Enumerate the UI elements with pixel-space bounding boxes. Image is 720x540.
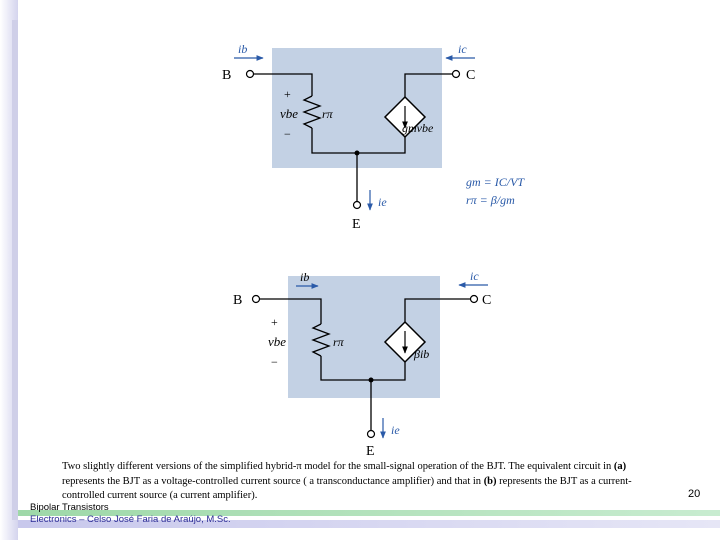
circuit-a bbox=[222, 42, 525, 232]
footer-course-title: Bipolar Transistors bbox=[30, 502, 109, 513]
caption-text-1: Two slightly different versions of the simplified hybrid-π model for the small-signal operation of the BJT. The equivalent circuit in bbox=[62, 461, 614, 472]
circuit-b-plus: + bbox=[271, 315, 278, 329]
circuit-a-ie-label: ie bbox=[378, 195, 387, 209]
circuit-b-node-b: B bbox=[233, 293, 243, 308]
circuit-b-ie-label: ie bbox=[391, 423, 400, 437]
circuit-a-rpi-label: rπ bbox=[322, 107, 333, 121]
circuit-a-minus: − bbox=[284, 127, 291, 141]
page-number: 20 bbox=[688, 488, 701, 500]
footer-author: Electronics – Celso José Faria de Araújo, M.Sc. bbox=[30, 514, 231, 525]
circuit-a-emitter-terminal bbox=[354, 202, 361, 209]
circuit-b-collector-terminal bbox=[471, 296, 478, 303]
circuit-a-node-c: C bbox=[466, 68, 476, 83]
circuit-a-eq-gm: gm = IC/VT bbox=[466, 175, 525, 189]
circuit-a-base-terminal bbox=[247, 71, 254, 78]
circuit-a-vbe-label: vbe bbox=[280, 106, 299, 121]
circuit-a-source-label: gmvbe bbox=[402, 121, 434, 135]
circuit-a-node-e: E bbox=[352, 217, 361, 232]
circuit-a-plus: + bbox=[284, 87, 291, 101]
caption-text-3: represents the BJT as a current-controlled current source (a current amplifier). bbox=[62, 475, 632, 501]
circuit-b bbox=[233, 269, 491, 459]
circuit-b-ic-label: ic bbox=[470, 269, 479, 283]
caption-ref-b: (b) bbox=[483, 475, 497, 487]
caption-text-2: represents the BJT as a voltage-controlled current source ( a transconductance amplifier) and that in bbox=[62, 475, 484, 487]
circuit-b-emitter-terminal bbox=[368, 431, 375, 438]
circuit-b-rpi-label: rπ bbox=[333, 335, 344, 349]
circuit-b-node-e: E bbox=[366, 444, 375, 459]
figure-caption bbox=[62, 460, 652, 504]
circuit-a-node-b: B bbox=[222, 68, 232, 83]
circuit-a-ic-label: ic bbox=[458, 42, 467, 56]
circuit-a-ib-label: ib bbox=[238, 42, 248, 56]
circuit-b-minus: − bbox=[271, 355, 278, 369]
circuit-a-eq-rpi: rπ = β/gm bbox=[466, 193, 515, 207]
circuit-b-source-label: βib bbox=[414, 347, 430, 361]
circuit-b-ib-label: ib bbox=[300, 270, 310, 284]
circuit-b-vbe-label: vbe bbox=[268, 334, 287, 349]
circuit-a-collector-terminal bbox=[453, 71, 460, 78]
caption-ref-a: (a) bbox=[613, 461, 627, 472]
circuit-b-base-terminal bbox=[253, 296, 260, 303]
circuit-b-node-c: C bbox=[482, 293, 492, 308]
